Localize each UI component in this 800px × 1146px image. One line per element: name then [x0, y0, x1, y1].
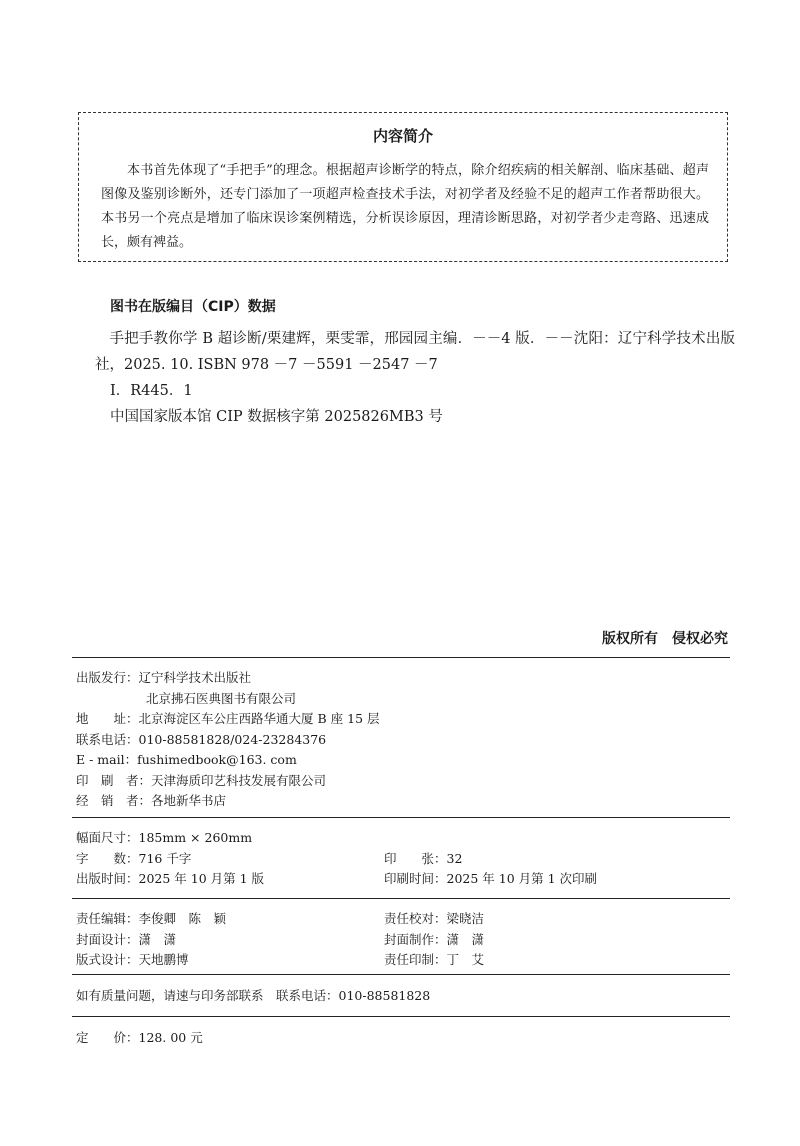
cover-design-label: 封面设计：: [76, 931, 139, 947]
address-value: 北京海淀区车公庄西路华通大厦 B 座 15 层: [138, 711, 380, 726]
proof-value: 梁晓洁: [446, 911, 485, 926]
editor-label: 责任编辑：: [76, 911, 139, 926]
divider-staff: [72, 898, 730, 899]
words-label: 字 数：: [76, 850, 139, 866]
pubdate-label: 出版时间：: [76, 871, 139, 886]
layout-row: [76, 950, 226, 971]
print-resp-row: [384, 950, 484, 971]
printer-label: 印 刷 者：: [76, 772, 152, 788]
cover-make-value: 潇 潇: [446, 931, 485, 947]
quality-note: 如有质量问题，请速与印务部联系 联系电话：010-88581828: [76, 988, 431, 1003]
price-label: 定 价：: [76, 1030, 139, 1045]
cover-make-row: [384, 930, 484, 951]
editor-row: [76, 909, 226, 930]
copyright-notice: 版权所有 侵权必究: [602, 631, 728, 647]
price-value: 128. 00 元: [138, 1030, 203, 1045]
cip-entry: 手把手教你学 B 超诊断/栗建辉，栗雯霏，邢园园主编．－－4 版．－－沈阳：辽宁科学技术出版社，2025. 10. ISBN 978 －7 －5591 －2547 －7: [95, 331, 735, 373]
summary-box: [78, 112, 728, 262]
proof-label: 责任校对：: [384, 911, 447, 926]
printdate-value: 2025 年 10 月第 1 次印刷: [446, 871, 598, 886]
format-right: [384, 849, 597, 890]
price-row: [76, 1028, 203, 1049]
phone-label: 联系电话：: [76, 731, 139, 747]
publisher-row-2: [76, 689, 380, 710]
cip-heading: 图书在版编目（CIP）数据: [110, 299, 276, 315]
sheets-value: 32: [446, 850, 463, 866]
address-label: 地 址：: [76, 711, 139, 726]
layout-label: 版式设计：: [76, 952, 139, 967]
divider-format: [72, 817, 730, 818]
cover-design-value: 潇 潇: [138, 931, 177, 947]
staff-right: [384, 909, 484, 971]
divider-quality: [72, 974, 730, 975]
size-value: 185mm × 260mm: [138, 830, 253, 845]
publisher-value: 辽宁科学技术出版社: [138, 670, 252, 685]
words-row: [76, 849, 264, 870]
publisher-row: [76, 668, 380, 689]
phone-row: [76, 730, 380, 751]
summary-body: 本书首先体现了“手把手”的理念。根据超声诊断学的特点，除介绍疾病的相关解剖、临床基础、超声图像及鉴别诊断外，还专门添加了一项超声检查技术手法，对初学者及经验不足的超声工作者帮助很大。本书另一个亮点是增加了临床误诊案例精选，分析误诊原因，理清诊断思路，对初学者少走弯路、迅速成长，颇有裨益。: [101, 163, 709, 250]
divider-price: [72, 1016, 730, 1017]
distributor-value: 各地新华书店: [151, 793, 227, 808]
publisher-value-2: 北京拂石医典图书有限公司: [146, 690, 297, 706]
email-value: fushimedbook@163. com: [137, 752, 297, 767]
sheets-label: 印 张：: [384, 850, 447, 866]
printdate-row: [384, 869, 597, 890]
cip-record: 中国国家版本馆 CIP 数据核字第 2025826MB3 号: [110, 409, 443, 425]
staff-left: [76, 909, 226, 971]
cover-make-label: 封面制作：: [384, 931, 447, 947]
printer-row: [76, 771, 380, 792]
proof-row: [384, 909, 484, 930]
publisher-block: [76, 668, 380, 812]
summary-title: 内容简介: [372, 127, 433, 145]
pubdate-value: 2025 年 10 月第 1 版: [138, 871, 265, 886]
size-label: 幅面尺寸：: [76, 830, 139, 845]
distributor-row: [76, 791, 380, 812]
layout-value: 天地鹏博: [138, 952, 189, 967]
printdate-label: 印刷时间：: [384, 871, 447, 886]
publisher-label: 出版发行：: [76, 670, 139, 685]
format-left: [76, 828, 264, 890]
print-resp-value: 丁 艾: [446, 952, 485, 967]
editor-value: 李俊卿 陈 颖: [138, 911, 227, 926]
size-row: [76, 828, 264, 849]
pubdate-row: [76, 869, 264, 890]
printer-value: 天津海质印艺科技发展有限公司: [151, 772, 327, 788]
phone-value: 010-88581828/024-23284376: [138, 731, 327, 747]
sheets-row: [384, 849, 597, 870]
address-row: [76, 709, 380, 730]
email-label: E - mail：: [76, 752, 138, 767]
cip-classification: Ⅰ．R445．1: [110, 383, 193, 399]
distributor-label: 经 销 者：: [76, 793, 152, 808]
divider-top: [72, 657, 730, 658]
print-resp-label: 责任印制：: [384, 952, 447, 967]
words-value: 716 千字: [138, 850, 192, 866]
cover-design-row: [76, 930, 226, 951]
email-row: [76, 750, 380, 771]
